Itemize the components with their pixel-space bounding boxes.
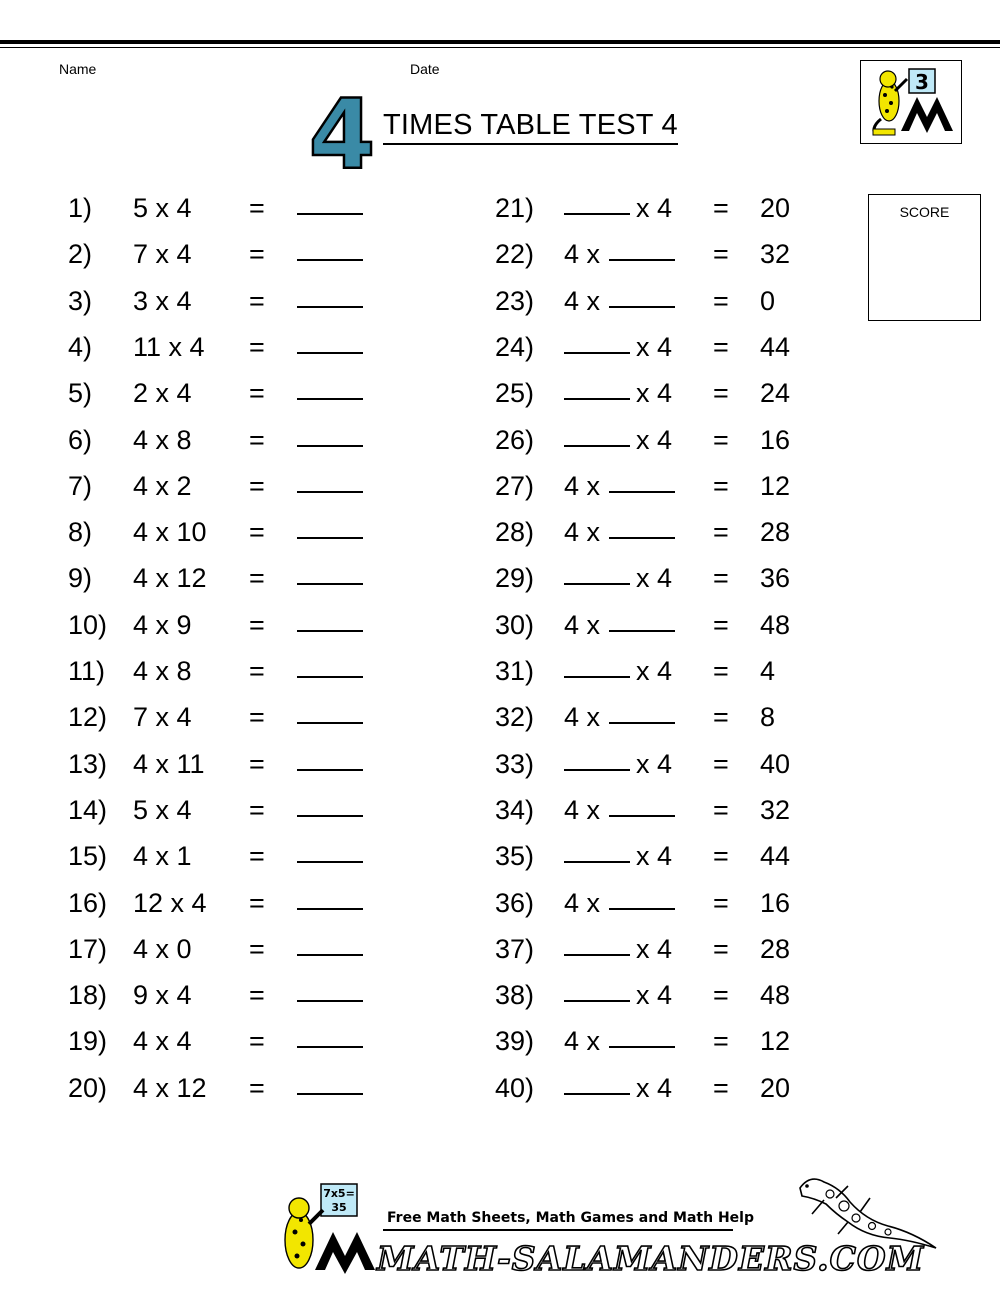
question-expression: 4 x 2	[133, 470, 192, 501]
answer-blank[interactable]	[564, 1068, 630, 1108]
question-expression: x 4	[636, 933, 673, 964]
salamander-icon	[790, 1168, 940, 1263]
question-number: 25)	[495, 378, 535, 409]
score-label: SCORE	[899, 204, 950, 220]
salamander-teacher-icon	[861, 61, 961, 143]
question-number: 18)	[68, 980, 108, 1011]
question-number: 34)	[495, 794, 535, 825]
equals-sign: =	[249, 933, 265, 964]
question-row	[0, 697, 860, 737]
question-row	[0, 790, 860, 830]
question-result: 36	[760, 563, 791, 594]
question-result: 40	[760, 748, 791, 779]
question-expression: 4 x	[564, 239, 601, 270]
question-row	[0, 281, 860, 321]
answer-blank[interactable]	[564, 929, 630, 969]
equals-sign: =	[713, 702, 729, 733]
svg-text:35: 35	[331, 1201, 347, 1214]
equals-sign: =	[249, 1072, 265, 1103]
equals-sign: =	[249, 887, 265, 918]
equals-sign: =	[249, 794, 265, 825]
question-result: 44	[760, 841, 791, 872]
question-number: 26)	[495, 424, 535, 455]
question-number: 35)	[495, 841, 535, 872]
question-number: 30)	[495, 609, 535, 640]
question-number: 38)	[495, 980, 535, 1011]
question-expression: x 4	[636, 841, 673, 872]
question-row	[0, 836, 860, 876]
equals-sign: =	[713, 887, 729, 918]
answer-blank[interactable]	[609, 1021, 675, 1061]
equals-sign: =	[249, 841, 265, 872]
question-expression: x 4	[636, 193, 673, 223]
equals-sign: =	[249, 517, 265, 548]
question-number: 10)	[68, 609, 108, 640]
question-expression: 4 x 11	[133, 748, 205, 779]
question-expression: 4 x	[564, 1026, 601, 1057]
answer-blank[interactable]	[564, 420, 630, 460]
question-expression: x 4	[636, 980, 673, 1011]
question-number: 21)	[495, 193, 535, 223]
equals-sign: =	[249, 424, 265, 455]
question-result: 48	[760, 609, 791, 640]
question-expression: x 4	[636, 424, 673, 455]
question-number: 13)	[68, 748, 108, 779]
svg-text:Free Math Sheets, Math Games a: Free Math Sheets, Math Games and Math Help	[387, 1210, 755, 1226]
question-row	[0, 327, 860, 367]
question-expression: 4 x 0	[133, 933, 192, 964]
answer-blank[interactable]	[564, 975, 630, 1015]
question-expression: 4 x 12	[133, 1072, 207, 1103]
question-number: 7)	[68, 470, 93, 501]
question-expression: x 4	[636, 748, 673, 779]
question-number: 14)	[68, 794, 108, 825]
question-number: 11)	[68, 656, 106, 686]
question-number: 24)	[495, 331, 535, 362]
question-row	[0, 744, 860, 784]
name-label: Name	[59, 61, 97, 77]
question-number: 29)	[495, 563, 535, 594]
svg-text:3: 3	[915, 70, 929, 94]
question-row	[0, 1021, 860, 1061]
question-expression: 4 x 8	[133, 656, 192, 686]
question-number: 5)	[68, 378, 93, 409]
question-expression: x 4	[636, 331, 673, 362]
equals-sign: =	[713, 470, 729, 501]
question-number: 32)	[495, 702, 535, 733]
question-result: 8	[760, 702, 776, 733]
question-expression: 5 x 4	[133, 193, 192, 223]
answer-blank[interactable]	[609, 790, 675, 830]
question-row	[0, 373, 860, 413]
question-number: 15)	[68, 841, 108, 872]
question-result: 20	[760, 1072, 791, 1103]
equals-sign: =	[249, 331, 265, 362]
score-box	[868, 194, 981, 321]
question-expression: 4 x	[564, 470, 601, 501]
equals-sign: =	[249, 609, 265, 640]
answer-blank[interactable]	[609, 697, 675, 737]
question-expression: 2 x 4	[133, 378, 192, 409]
question-number: 9)	[68, 563, 93, 594]
page-title: TIMES TABLE TEST 4	[383, 107, 678, 145]
answer-blank[interactable]	[609, 234, 675, 274]
question-expression: 4 x 8	[133, 424, 192, 455]
question-expression: 4 x 10	[133, 517, 207, 548]
question-number: 6)	[68, 424, 93, 455]
question-row	[0, 929, 860, 969]
question-number: 22)	[495, 239, 535, 270]
equals-sign: =	[713, 841, 729, 872]
question-expression: x 4	[636, 563, 673, 594]
equals-sign: =	[249, 980, 265, 1011]
answer-blank[interactable]	[609, 281, 675, 321]
answer-blank[interactable]	[564, 373, 630, 413]
equals-sign: =	[713, 517, 729, 548]
equals-sign: =	[713, 1026, 729, 1057]
answer-blank[interactable]	[609, 512, 675, 552]
question-expression: 4 x	[564, 702, 601, 733]
equals-sign: =	[713, 794, 729, 825]
question-expression: 9 x 4	[133, 980, 192, 1011]
question-number: 2)	[68, 239, 93, 270]
question-result: 32	[760, 239, 791, 270]
question-row	[0, 558, 860, 598]
big-number-four	[308, 79, 376, 191]
question-row	[0, 605, 860, 645]
question-row	[0, 651, 860, 691]
question-expression: x 4	[636, 656, 673, 686]
question-number: 17)	[68, 933, 108, 964]
equals-sign: =	[249, 285, 265, 316]
question-result: 44	[760, 331, 791, 362]
question-number: 33)	[495, 748, 535, 779]
svg-text:MATH-SALAMANDERS.COM: MATH-SALAMANDERS.COM	[377, 1239, 925, 1278]
question-expression: 4 x	[564, 609, 601, 640]
question-result: 4	[760, 656, 776, 686]
question-number: 28)	[495, 517, 535, 548]
question-result: 32	[760, 794, 791, 825]
question-expression: 7 x 4	[133, 702, 192, 733]
question-result: 12	[760, 1026, 791, 1057]
question-expression: 12 x 4	[133, 887, 207, 918]
equals-sign: =	[713, 563, 729, 594]
equals-sign: =	[713, 239, 729, 270]
answer-blank[interactable]	[564, 651, 630, 691]
question-row	[0, 1068, 860, 1108]
question-expression: 4 x 12	[133, 563, 207, 594]
equals-sign: =	[713, 656, 729, 686]
question-number: 27)	[495, 470, 535, 501]
question-number: 39)	[495, 1026, 535, 1057]
equals-sign: =	[249, 470, 265, 501]
question-number: 31)	[495, 656, 535, 686]
question-number: 1)	[68, 193, 93, 223]
equals-sign: =	[713, 609, 729, 640]
question-expression: 4 x	[564, 517, 601, 548]
question-expression: 5 x 4	[133, 794, 192, 825]
question-number: 20)	[68, 1072, 108, 1103]
question-expression: x 4	[636, 1072, 673, 1103]
question-result: 16	[760, 887, 791, 918]
question-expression: 4 x	[564, 794, 601, 825]
footer-logo	[265, 1170, 925, 1280]
question-number: 23)	[495, 285, 535, 316]
question-result: 20	[760, 193, 791, 223]
equals-sign: =	[713, 331, 729, 362]
answer-blank[interactable]	[564, 327, 630, 367]
top-rule-thick	[0, 40, 1000, 44]
question-number: 40)	[495, 1072, 535, 1103]
equals-sign: =	[249, 378, 265, 409]
question-row	[0, 975, 860, 1015]
question-number: 8)	[68, 517, 93, 548]
question-result: 24	[760, 378, 791, 409]
answer-blank[interactable]	[609, 466, 675, 506]
question-expression: 4 x 9	[133, 609, 192, 640]
answer-blank[interactable]	[564, 558, 630, 598]
question-result: 28	[760, 517, 791, 548]
question-number: 37)	[495, 933, 535, 964]
svg-text:4: 4	[308, 79, 376, 191]
question-number: 12)	[68, 702, 108, 733]
question-row	[0, 466, 860, 506]
question-number: 4)	[68, 331, 93, 362]
question-row	[0, 512, 860, 552]
equals-sign: =	[249, 656, 265, 686]
question-number: 19)	[68, 1026, 108, 1057]
equals-sign: =	[249, 563, 265, 594]
question-result: 28	[760, 933, 791, 964]
equals-sign: =	[713, 1072, 729, 1103]
equals-sign: =	[249, 1026, 265, 1057]
question-expression: 3 x 4	[133, 285, 192, 316]
equals-sign: =	[713, 424, 729, 455]
question-row	[0, 883, 860, 923]
equals-sign: =	[713, 933, 729, 964]
question-expression: 7 x 4	[133, 239, 192, 270]
question-number: 16)	[68, 887, 108, 918]
equals-sign: =	[713, 748, 729, 779]
answer-blank[interactable]	[564, 188, 630, 228]
answer-blank[interactable]	[564, 744, 630, 784]
question-result: 12	[760, 470, 791, 501]
question-row	[0, 234, 860, 274]
question-expression: 4 x 1	[133, 841, 192, 872]
answer-blank[interactable]	[609, 883, 675, 923]
date-label: Date	[410, 61, 440, 77]
question-expression: x 4	[636, 378, 673, 409]
question-expression: 4 x	[564, 285, 601, 316]
top-rule-thin	[0, 47, 1000, 48]
equals-sign: =	[713, 980, 729, 1011]
header-logo	[860, 60, 962, 144]
equals-sign: =	[249, 748, 265, 779]
equals-sign: =	[249, 193, 265, 223]
equals-sign: =	[249, 239, 265, 270]
question-number: 36)	[495, 887, 535, 918]
question-expression: 4 x 4	[133, 1026, 192, 1057]
equals-sign: =	[249, 702, 265, 733]
question-number: 3)	[68, 285, 93, 316]
question-expression: 11 x 4	[133, 331, 205, 362]
question-result: 0	[760, 285, 776, 316]
equals-sign: =	[713, 378, 729, 409]
equals-sign: =	[713, 193, 729, 223]
svg-text:7x5=: 7x5=	[323, 1187, 355, 1200]
answer-blank[interactable]	[564, 836, 630, 876]
equals-sign: =	[713, 285, 729, 316]
question-result: 48	[760, 980, 791, 1011]
question-row	[0, 420, 860, 460]
question-result: 16	[760, 424, 791, 455]
question-expression: 4 x	[564, 887, 601, 918]
answer-blank[interactable]	[609, 605, 675, 645]
question-row	[0, 188, 860, 228]
